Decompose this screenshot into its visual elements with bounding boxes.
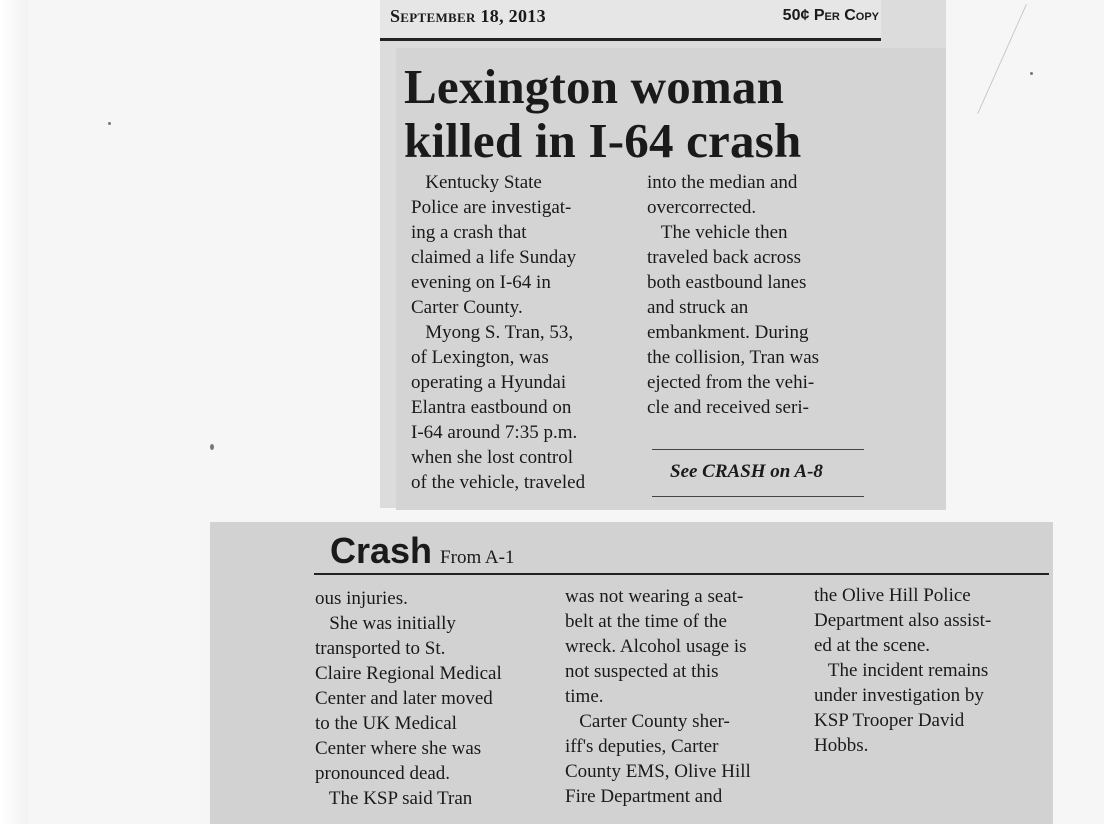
front-page-clipping	[380, 0, 946, 508]
dateline-bar	[380, 0, 881, 41]
kicker-rule	[314, 573, 1049, 575]
issue-price: 50¢ Per Copy	[782, 7, 879, 24]
scan-speck	[1030, 72, 1033, 75]
scan-speck	[108, 122, 111, 125]
jump-rule-top	[652, 449, 864, 450]
scan-scratch	[977, 4, 1027, 114]
continuation-column-2: was not wearing a seat- belt at the time of the wreck. Alcohol usage is not suspected at this time. Carter County sher- iff's deputies, Carter County EMS, Olive Hill Fire Department and	[565, 586, 751, 807]
continuation-kicker	[330, 530, 514, 572]
continuation-clipping	[210, 522, 1053, 824]
headline-line-1: Lexington woman	[404, 59, 785, 114]
jump-rule-bottom	[652, 496, 864, 497]
article-column-2: into the median and overcorrected. The vehicle then traveled back across both eastbound lanes and struck an embankment. During the collision, Tran was ejected from the vehi- cle and received seri-	[647, 172, 820, 418]
kicker-from: From A-1	[440, 547, 515, 568]
headline	[404, 60, 884, 168]
scan-speck	[210, 444, 214, 450]
article-column-1: Kentucky State Police are investigat- ing a crash that claimed a life Sunday evening on I-64 in Carter County. Myong S. Tran, 53, of Lexington, was operating a Hyundai Elantra eastbound on I-64 around 7:35 p.m. when she lost control of the vehicle, traveled	[411, 172, 586, 493]
kicker-word: Crash	[330, 530, 433, 571]
continuation-column-3: the Olive Hill Police Department also assist- ed at the scene. The incident remains under investigation by KSP Trooper David Hobbs.	[814, 585, 992, 756]
headline-line-2: killed in I-64 crash	[404, 113, 802, 168]
continuation-column-1: ous injuries. She was initially transported to St. Claire Regional Medical Center and later moved to the UK Medical Center where she was pronounced dead. The KSP said Tran	[315, 588, 502, 809]
jump-line: See CRASH on A-8	[670, 461, 823, 482]
scan-edge	[0, 0, 28, 824]
issue-date: September 18, 2013	[390, 6, 546, 26]
